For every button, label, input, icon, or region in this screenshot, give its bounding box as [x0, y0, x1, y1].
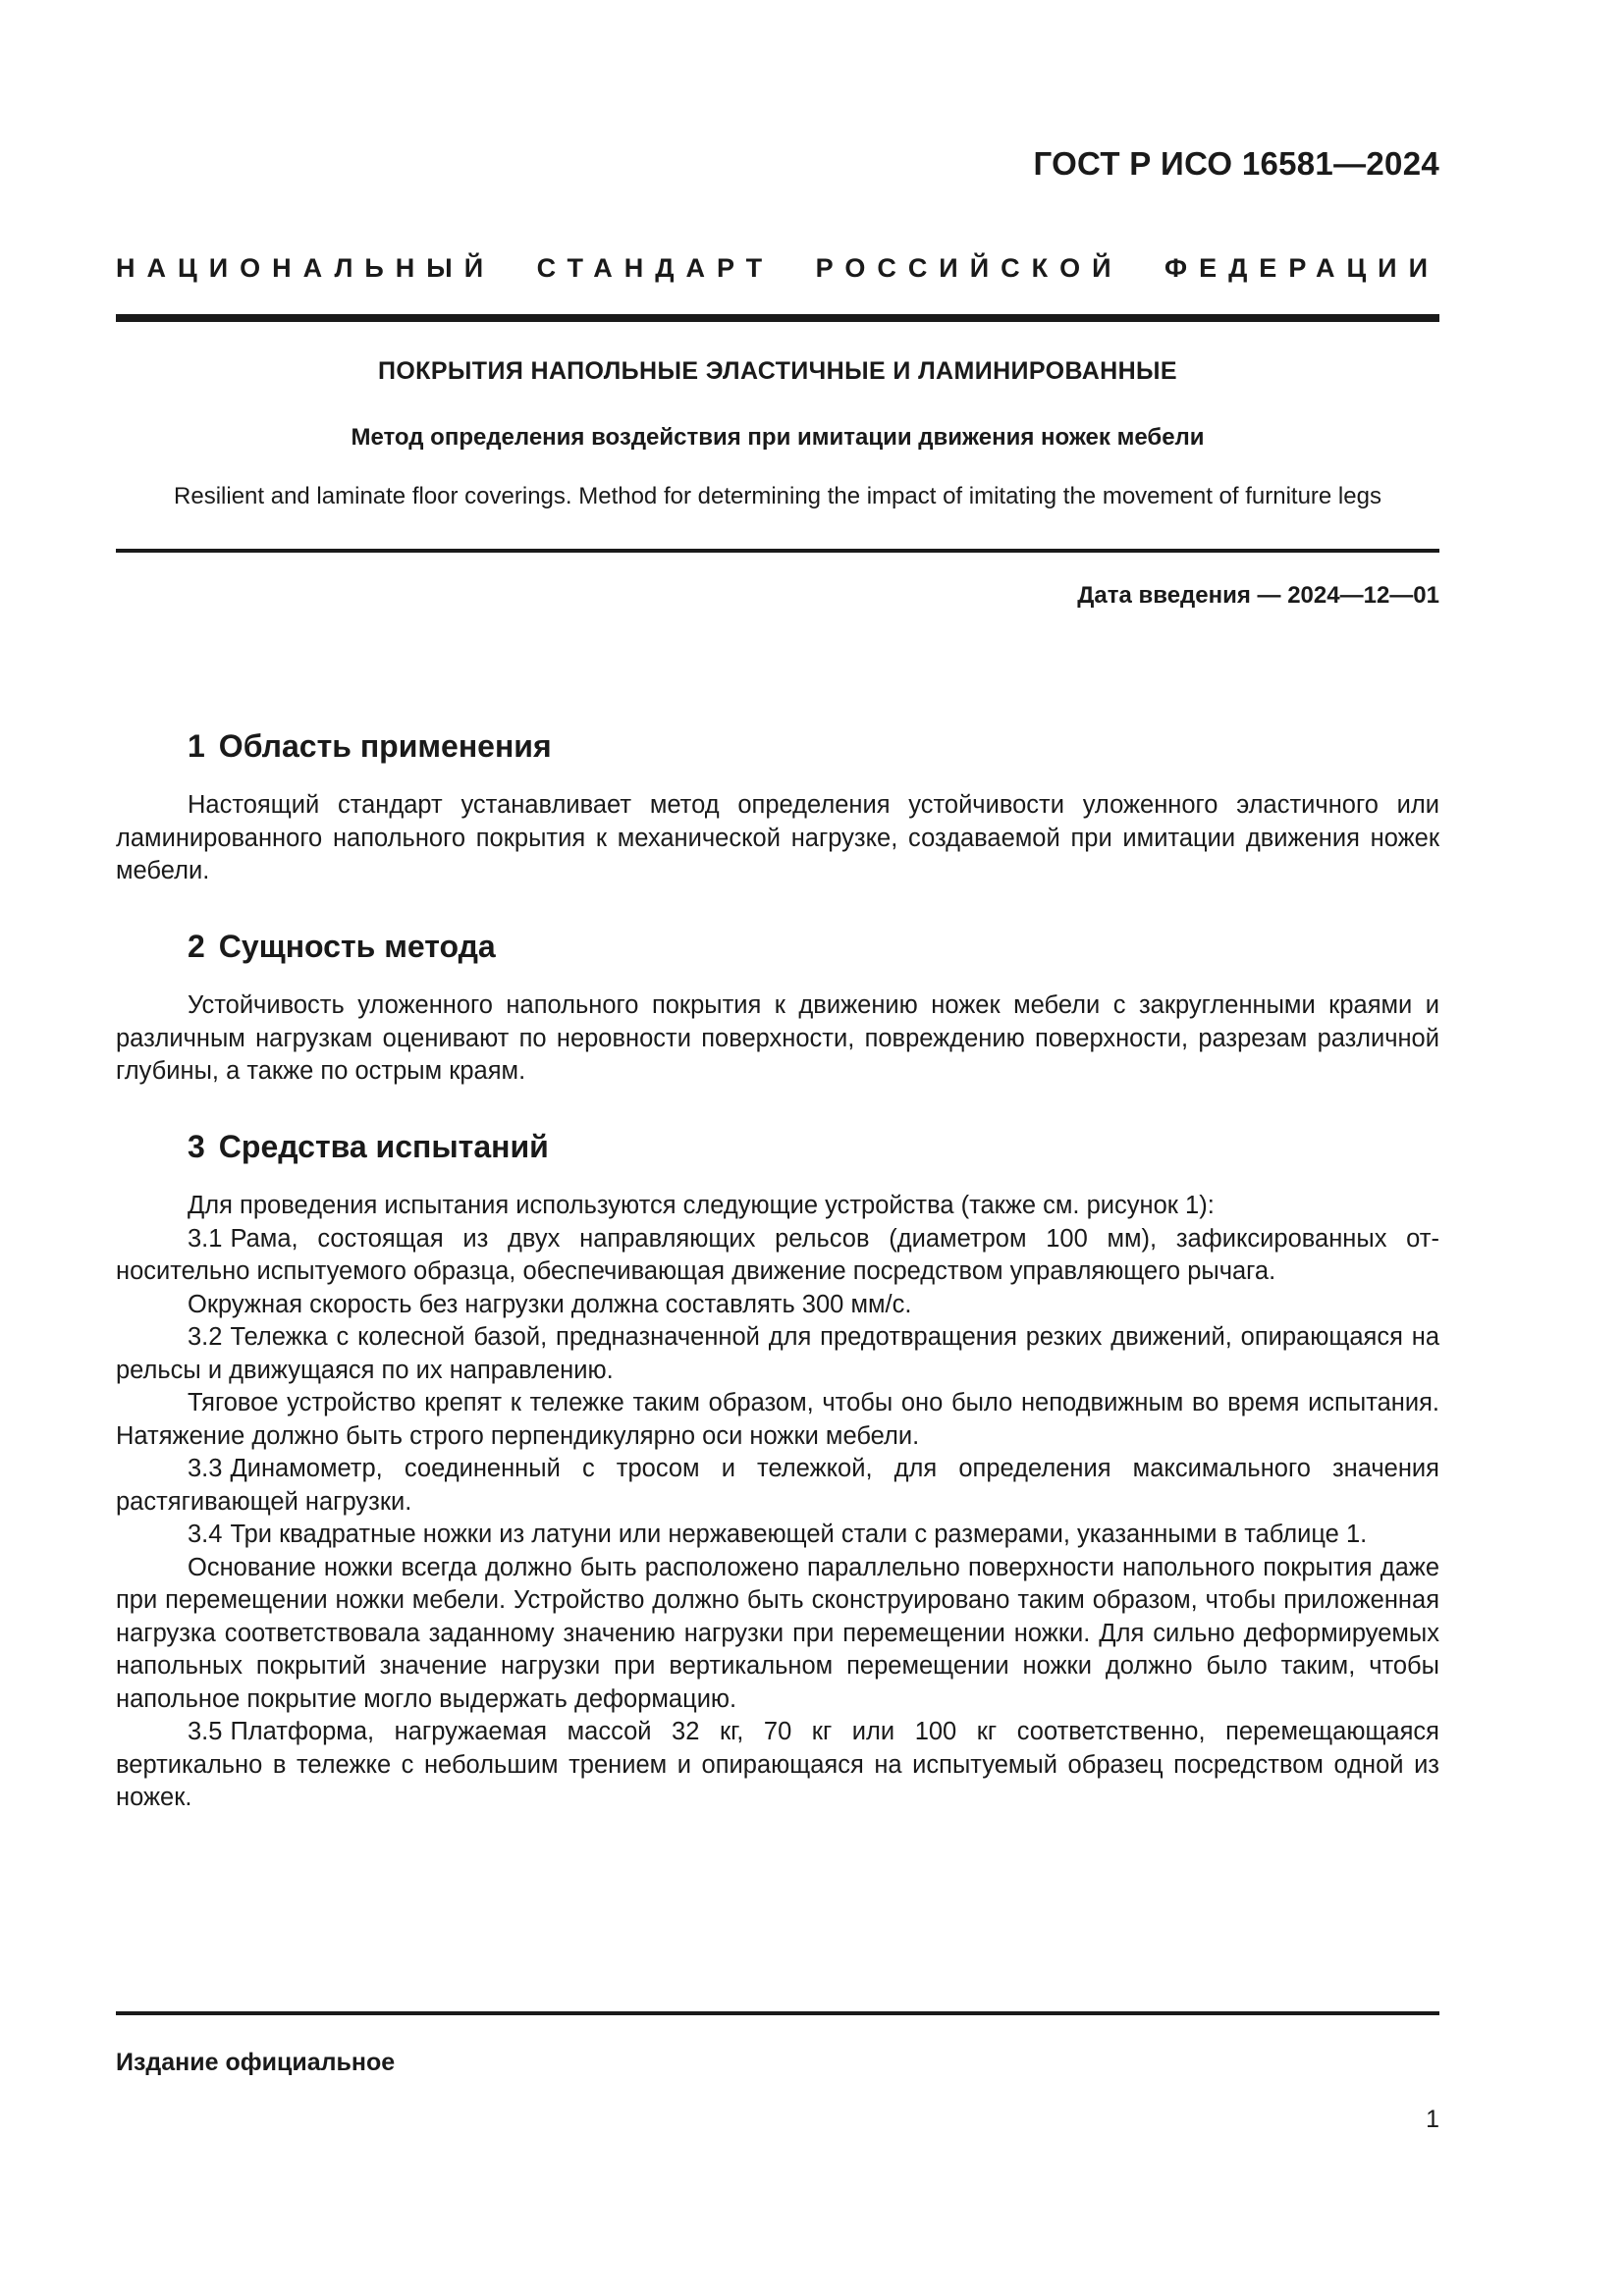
document-subtitle: Метод определения воздействия при имитации движения ножек мебели	[351, 424, 1205, 451]
clause	[116, 1289, 1439, 1322]
clause-text: Рама, состоящая из двух направляющих рельсов (диаметром 100 мм), зафиксированных относительно испытуемого образца, обеспечивающая движение посредством управляющего рычага.	[116, 1224, 1439, 1285]
section-heading-1	[188, 728, 552, 765]
header-rule	[116, 314, 1439, 322]
section-title: Область применения	[218, 728, 552, 764]
clause-number: 3.5	[188, 1718, 223, 1745]
section-number: 2	[188, 929, 205, 964]
introduction-date: Дата введения — 2024—12—01	[1077, 582, 1439, 609]
section-heading-3	[188, 1129, 549, 1165]
section-title: Средства испытаний	[218, 1129, 549, 1164]
clause	[116, 1716, 1439, 1815]
page-number: 1	[1426, 2106, 1439, 2133]
section-body-3	[116, 1190, 1439, 1815]
clause-number: 3.1	[188, 1224, 223, 1253]
title-rule	[116, 549, 1439, 553]
clause	[116, 1552, 1439, 1717]
clause-number: 3.3	[188, 1455, 223, 1482]
clause	[116, 1453, 1439, 1519]
clause-text: Основание ножки всегда должно быть расположено параллельно поверхности напольного покрытия даже при перемещении ножки мебели. Устройство должно быть сконструировано таким образом, чтобы приложенная нагрузка соответствовала заданному значению нагрузки при перемещении ножки. Для сильно деформируемых напольных покрытий значение нагрузки при вертикальном перемещении ножки должно было таким, чтобы напольное покрытие могло выдержать деформацию.	[116, 1553, 1439, 1713]
section-title: Сущность метода	[218, 929, 496, 964]
clause-number: 3.2	[188, 1323, 223, 1351]
clause-text: Динамометр, соединенный с тросом и тележкой, для определения максимального значения растягивающей нагрузки.	[116, 1455, 1439, 1516]
clause	[116, 1321, 1439, 1387]
clause-text: Тяговое устройство крепят к тележке таким образом, чтобы оно было неподвижным во время испытания. Натяжение должно быть строго перпендикулярно оси ножки мебели.	[116, 1389, 1439, 1450]
section-body-2	[116, 989, 1439, 1089]
document-title: ПОКРЫТИЯ НАПОЛЬНЫЕ ЭЛАСТИЧНЫЕ И ЛАМИНИРОВАННЫЕ	[377, 357, 1178, 385]
standard-code: ГОСТ Р ИСО 16581—2024	[1033, 145, 1439, 182]
section-number: 1	[188, 728, 205, 764]
paragraph: Устойчивость уложенного напольного покрытия к движению ножек мебели с закругленными краями и различным нагрузкам оценивают по неровности поверхности, повреждению поверхности, разрезам различной глубины, а также по острым краям.	[116, 991, 1439, 1085]
clause-text: Платформа, нагружаемая массой 32 кг, 70 кг или 100 кг соответственно, перемещающаяся вертикально в тележке с небольшим трением и опирающаяся на испытуемый образец посредством одной из ножек.	[116, 1718, 1439, 1811]
clause	[116, 1223, 1439, 1289]
clause-text: Тележка с колесной базой, предназначенной для предотвращения резких движений, опирающаяся на рельсы и движущаяся по их направлению.	[116, 1323, 1439, 1384]
paragraph: Для проведения испытания используются следующие устройства (также см. рисунок 1):	[188, 1192, 1215, 1219]
edition-label: Издание официальное	[116, 2049, 396, 2076]
clause-text: Окружная скорость без нагрузки должна составлять 300 мм/с.	[188, 1290, 912, 1318]
document-page	[116, 0, 1439, 2296]
clause	[116, 1387, 1439, 1453]
clause-number: 3.4	[188, 1521, 223, 1548]
clause	[116, 1519, 1439, 1552]
section-body-1	[116, 789, 1439, 888]
section-number: 3	[188, 1129, 205, 1164]
section-heading-2	[188, 929, 496, 965]
clause-text: Три квадратные ножки из латуни или нержавеющей стали с размерами, указанными в таблице 1.	[230, 1521, 1368, 1548]
national-standard-banner: НАЦИОНАЛЬНЫЙ СТАНДАРТ РОССИЙСКОЙ ФЕДЕРАЦИИ	[116, 253, 1439, 283]
footer-rule	[116, 2011, 1439, 2015]
paragraph: Настоящий стандарт устанавливает метод определения устойчивости уложенного эластичного или ламинированного напольного покрытия к механической нагрузке, создаваемой при имитации движения ножек мебели.	[116, 791, 1439, 884]
document-title-english: Resilient and laminate floor coverings. Method for determining the impact of imitating the movement of furniture legs	[174, 483, 1381, 509]
